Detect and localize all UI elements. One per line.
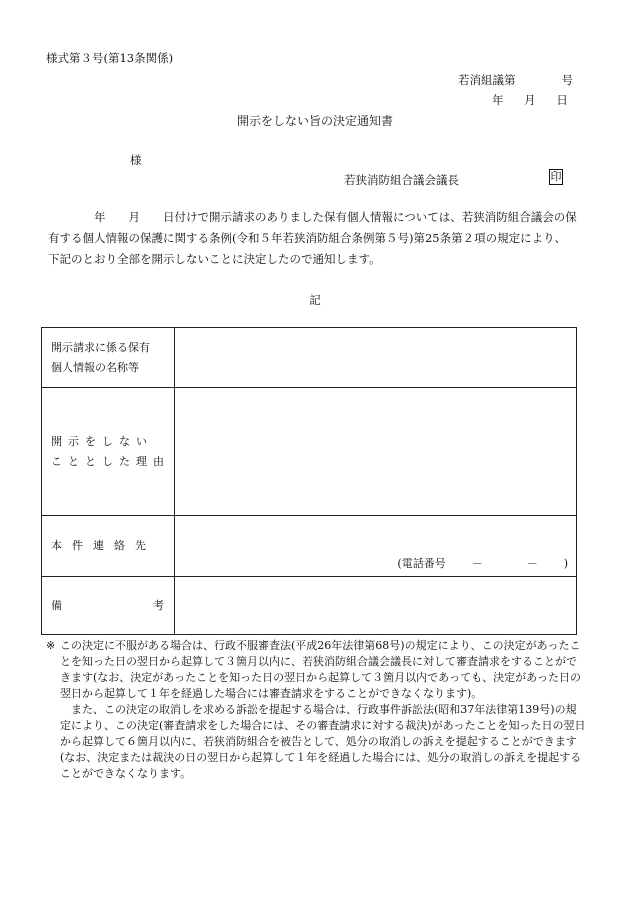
- note-mark: ※: [46, 639, 56, 652]
- contact-value[interactable]: [174, 516, 576, 577]
- date-year: 年: [492, 93, 504, 107]
- date-month: 月: [524, 93, 536, 107]
- phone-number: [397, 555, 568, 571]
- ki-heading: 記: [309, 293, 321, 307]
- form-number: 様式第３号(第13条関係): [46, 51, 174, 65]
- phone-close: ): [563, 557, 568, 570]
- details-table: [41, 327, 577, 635]
- document-number-prefix: 若消組議第: [458, 73, 516, 87]
- addressee: 様: [130, 153, 142, 167]
- phone-label: (電話番号: [397, 557, 446, 570]
- body-line-2: 有する個人情報の保護に関する条例(令和５年若狭消防組合条例第５号)第25条第２項の規定により、: [48, 231, 567, 245]
- sender-name: 若狭消防組合議会議長: [344, 173, 459, 187]
- table-row: [42, 577, 577, 635]
- document-number: [458, 72, 573, 88]
- document-number-suffix: 号: [561, 73, 573, 87]
- remarks-label-right: 考: [152, 598, 164, 612]
- table-row: [42, 516, 577, 577]
- reason-label-line2: こととした理由: [51, 454, 170, 468]
- body-line-3: 下記のとおり全部を開示しないことに決定したので通知します。: [48, 252, 381, 266]
- note-paragraph-2: また、この決定の取消しを求める訴訟を提起する場合は、行政事件訴訟法(昭和37年法律第139号)の規定により、この決定(審査請求をした場合には、その審査請求に対する裁決)があったことを知った日の翌日から起算して６箇月以内に、若狭消防組合を被告として、処分の取消しの訴えを提起することができます(なお、決定または裁決の日の翌日から起算して１年を経過した場合には、処分の取消しの訴えを提起することができなくなります。: [60, 703, 586, 780]
- reason-value[interactable]: [174, 388, 576, 516]
- contact-label-text: 本件連絡先: [51, 539, 156, 552]
- issue-date: [492, 92, 568, 108]
- contact-label: [42, 516, 175, 577]
- reason-label-line1: 開示をしない: [51, 434, 153, 448]
- remarks-label-left: 備: [51, 598, 62, 612]
- seal-mark: 印: [550, 170, 562, 183]
- body-text: [48, 207, 586, 270]
- reason-label: [42, 388, 175, 516]
- info-name-label-line1: 開示請求に係る保有: [51, 340, 150, 354]
- date-day: 日: [556, 93, 568, 107]
- remarks-label: [42, 577, 175, 635]
- phone-dashes: － －: [471, 557, 538, 570]
- info-name-value[interactable]: [174, 328, 576, 388]
- body-line-1: 年 月 日付けで開示請求のありました保有個人情報については、若狭消防組合議会の保: [48, 210, 577, 224]
- note-paragraph-1: この決定に不服がある場合は、行政不服審査法(平成26年法律第68号)の規定により、この決定があったことを知った日の翌日から起算して３箇月以内に、若狭消防組合議会議長に対して審査請求をすることができます(なお、決定があったことを知った日の翌日から起算して３箇月以内であっても、決定があった日の翌日から起算して１年を経過した場合には審査請求をすることができなくなります)。: [60, 639, 581, 700]
- info-name-label-line2: 個人情報の名称等: [51, 360, 139, 374]
- document-title: 開示をしない旨の決定通知書: [236, 114, 393, 128]
- info-name-label: [42, 328, 175, 388]
- table-row: [42, 388, 577, 516]
- notes: [46, 638, 586, 782]
- remarks-value[interactable]: [174, 577, 576, 635]
- table-row: [42, 328, 577, 388]
